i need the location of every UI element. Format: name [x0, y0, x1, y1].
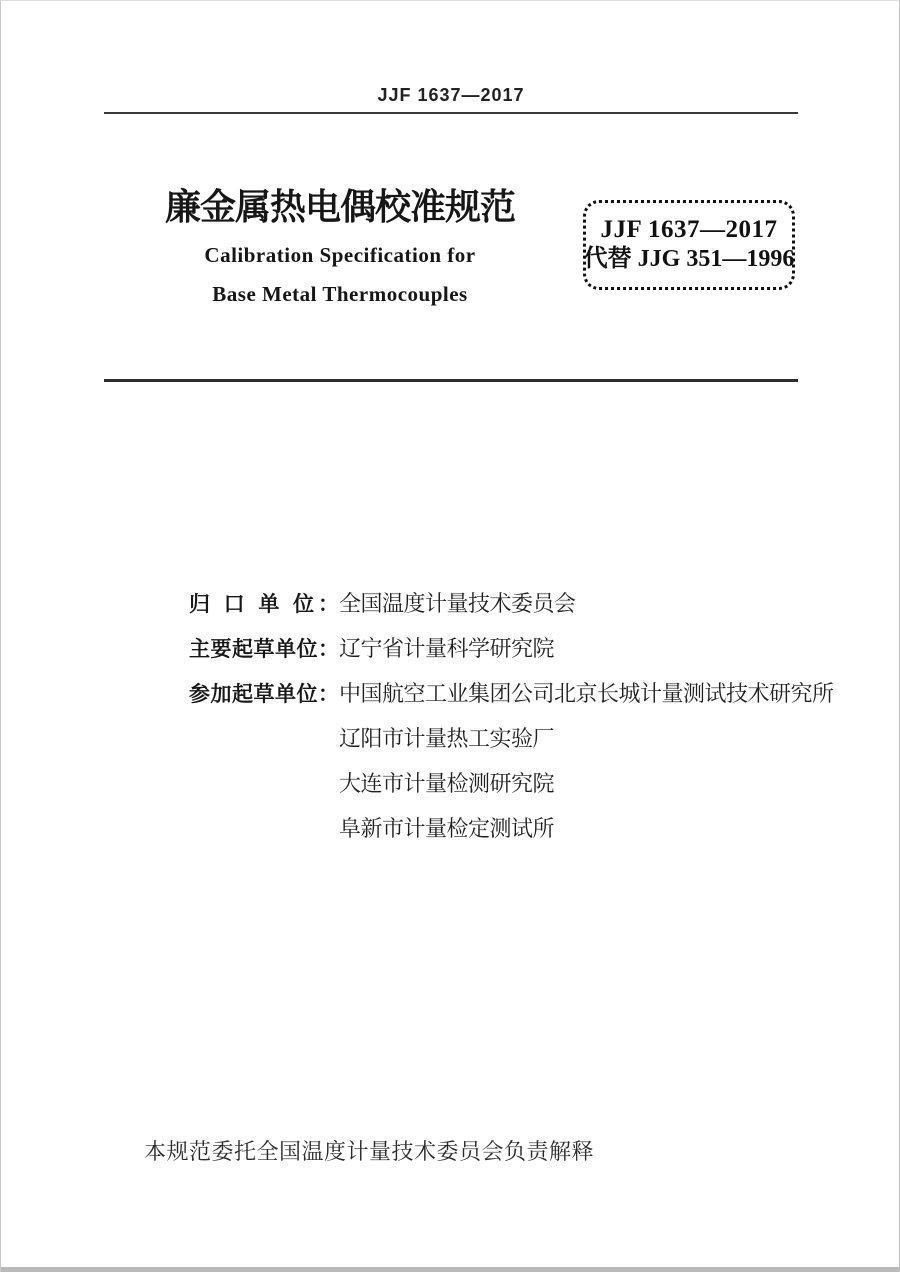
org-row-additional-drafter: [189, 767, 849, 812]
interpretation-note: 本规范委托全国温度计量技术委员会负责解释: [144, 1139, 595, 1164]
badge-standard-number: JJF 1637—2017: [600, 216, 778, 244]
page-title-english-line1: Calibration Specification for: [204, 243, 476, 267]
org-value: 中国航空工业集团公司北京长城计量测试技术研究所: [339, 681, 834, 706]
org-value: 辽宁省计量科学研究院: [339, 636, 555, 661]
divider-rule: [104, 379, 798, 382]
org-value: 阜新市计量检定测试所: [339, 816, 555, 841]
org-value: 全国温度计量技术委员会: [339, 591, 576, 616]
header-rule: [104, 112, 798, 114]
org-value: 大连市计量检测研究院: [339, 771, 555, 796]
organization-info: [189, 587, 849, 857]
org-value: 辽阳市计量热工实验厂: [339, 726, 555, 751]
org-row-centralized-unit: [189, 587, 849, 632]
org-row-participating-drafter: [189, 677, 849, 722]
scan-edge-bar: [1, 1267, 899, 1272]
org-row-additional-drafter: [189, 722, 849, 767]
org-row-additional-drafter: [189, 812, 849, 857]
org-label: 参加起草单位：: [189, 683, 339, 706]
standard-number-badge: [583, 200, 795, 290]
org-label: 归 口 单 位：: [189, 593, 339, 616]
org-row-main-drafter: [189, 632, 849, 677]
header-doc-code: JJF 1637—2017: [377, 85, 525, 105]
page-title: 廉金属热电偶校准规范: [164, 186, 515, 227]
page-title-english-line2: Base Metal Thermocouples: [212, 282, 468, 306]
org-label: 主要起草单位：: [189, 638, 339, 661]
badge-replaces-number: 代替 JJG 351—1996: [583, 246, 795, 273]
